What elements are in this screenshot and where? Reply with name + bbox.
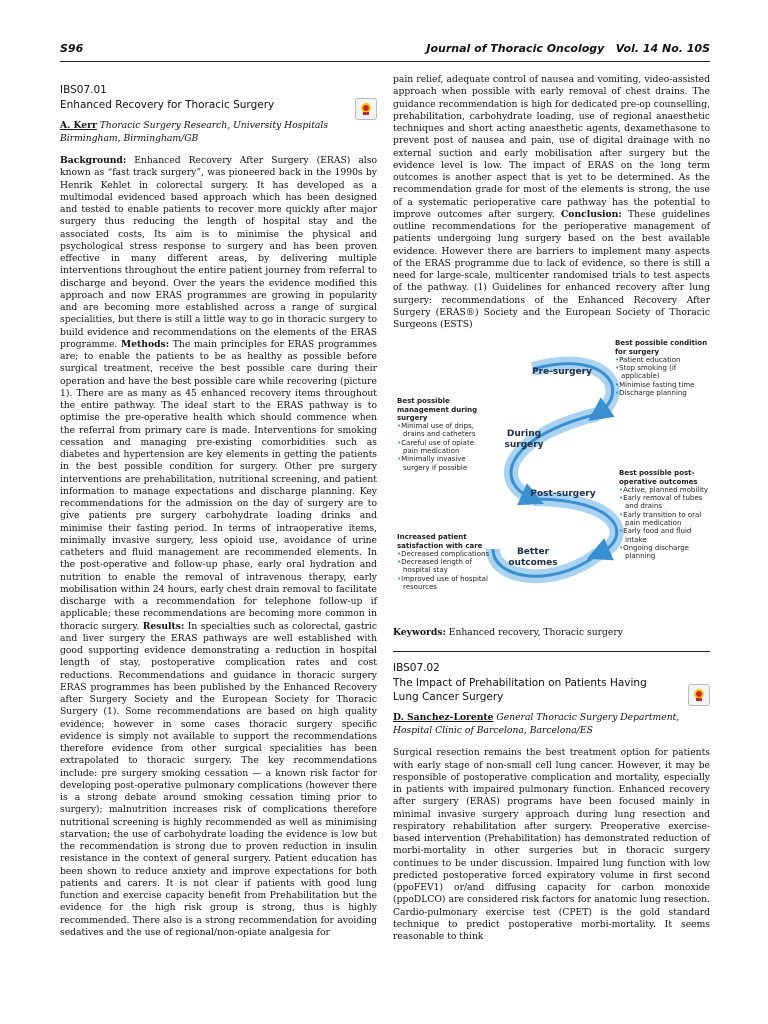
abstract-body-right	[393, 74, 710, 331]
section-text: pain relief, adequate control of nausea and vomiting, video-assisted approach when possible with early removal of chest drains. The guidance recommendation is high for dedicated pre-op counselling, prehabilitation, carbohydrate loading, use of regional anaesthetic techniques and short acting anaesthetic agents, dexamethasone to prevent post of nausea and pain, use of digital drainage with no external suction and early mobilisation after surgery but the evidence level is low. The impact of ERAS on the long term outcomes is another aspect that is yet to be determined. As the recommendation grade for most of the elements is strong, the use of a systematic perioperative care pathway has the potential to improve outcomes after surgery.	[393, 74, 710, 220]
abstract2-id: IBS07.02	[393, 662, 440, 675]
abstract-badge-icon[interactable]	[355, 98, 377, 120]
abstract2-author-affiliation: General Thoracic Surgery Department, Hospital Clinic of Barcelona, Barcelona/ES	[393, 712, 680, 736]
left-column	[60, 74, 377, 939]
stage-pre-surgery: Pre-surgery	[532, 367, 592, 378]
author-line	[60, 120, 377, 145]
outcomes-box: Increased patient satisfaction with care • Decreased complications • Decreased length of hospital stay • Improved use of hospital resources	[397, 533, 492, 591]
section-text: Enhanced Recovery After Surgery (ERAS) also known as “fast track surgery”, was pioneered back in the 1990s by Henrik Kehlet in colorectal surgery. It has developed as a multimodal evidenced based approach which has been designed and tested to enable patients to recover more quickly after major surgery thus reducing the length of hospital stay and the associated costs, Its aim is to minimise the physical and psychological stress response to surgery and has been proven effective in many different areas, by delivering multiple interventions throughout the entire patient journey from referral to discharge and beyond. Over the years the evidence modified this approach and now ERAS programmes are growing in popularity and are becoming more established across a range of surgical specialities, but there is still a little way to go in thoracic surgery to build evidence and recommendations on the elements of the ERAS programme.	[60, 155, 377, 350]
header-rule	[60, 61, 710, 62]
during-surgery-box: Best possible management during surgery • Minimal use of drips, drains and catheters • Careful use of opiate pain medication • Minimally invasive surgery if possible	[397, 397, 487, 472]
abstract-separator	[393, 651, 710, 652]
abstract-body-left	[60, 155, 377, 939]
section-text: These guidelines outline recommendations for the perioperative management of patients undergoing lung surgery based on the best available evidence. However there are barriers to implement many aspects of the ERAS programme due to lack of evidence, so there is still a need for large-scale, multicenter randomised trials to test aspects of the pathway. (1) Guidelines for enhanced recovery after lung surgery: recommendations of the Enhanced Recovery After Surgery (ERAS®) Society and the European Society of Thoracic Surgeons (ESTS)	[393, 208, 710, 330]
section-label: Background:	[60, 155, 127, 166]
post-surgery-box: Best possible post-operative outcomes • Active, planned mobility • Early removal of tubes and drains • Early transition to oral pain medication • Early food and fluid intake • Ongoing discharge planning	[619, 469, 709, 560]
abstract-id: IBS07.01	[60, 84, 107, 96]
abstract2-author-line	[393, 712, 710, 737]
stage-better-outcomes: Better outcomes	[508, 547, 558, 568]
author-affiliation: Thoracic Surgery Research, University Hospitals Birmingham, Birmingham/GB	[60, 120, 329, 144]
abstract2-body: Surgical resection remains the best treatment option for patients with early stage of non-small cell lung cancer. However, it may be responsible of postoperative complication and mortality, especially in patients with impaired pulmonary function. Enhanced recovery after surgery (ERAS) programs have been focused mainly in minimal invasive surgery approach during lung resection and respiratory rehabilitation after surgery. Preoperative exercise-based intervention (Prehabilitation) has demonstrated reduction of morbi-mortality in other surgeries but in thoracic surgery continues to be under discussion. Impaired lung function with low predicted postoperative forced expiratory volume in first second (ppoFEV1) or/and diffusing capacity for carbon monoxide (ppoDLCO) are considered risk factors for anatomic lung resection. Cardio-pulmonary exercise test (CPET) is the gold standard technique to predict postoperative morbi-mortality. It seems reasonable to think	[393, 747, 710, 942]
stage-post-surgery: Post-surgery	[530, 489, 596, 500]
abstract-badge-icon[interactable]	[688, 684, 710, 706]
eras-pathway-figure	[393, 339, 710, 619]
abstract-title: Enhanced Recovery for Thoracic Surgery	[60, 99, 275, 111]
right-column	[393, 74, 710, 943]
journal-header: Journal of Thoracic Oncology Vol. 14 No. 10S	[426, 42, 710, 55]
section-label: Methods:	[121, 338, 170, 350]
abstract2-author-name[interactable]: D. Sanchez-Lorente	[393, 712, 494, 724]
keywords-label: Keywords:	[393, 627, 446, 639]
keywords-text: Enhanced recovery, Thoracic surgery	[445, 627, 623, 639]
author-name[interactable]: A. Kerr	[60, 120, 97, 131]
section-label: Results:	[142, 620, 185, 632]
page-number: S96	[60, 42, 84, 55]
keywords-line	[393, 627, 710, 639]
abstract2-title: The Impact of Prehabilitation on Patients Having Lung Cancer Surgery	[393, 677, 647, 704]
section-text: The main principles for ERAS programmes are; to enable the patients to be as healthy as possible before surgical treatment, receive the best possible care during their operation and have the best possible care while recovering (picture 1). There are as many as 45 enhanced recovery items throughout the entire pathway. The ideal start to the ERAS pathway is to optimise the pre-operative health which should commence when the referral from primary care is made. Interventions for smoking cessation and managing pre-existing comorbidities such as diabetes and hypertension are key elements in getting the patients in the best possible condition for surgery. Other pre surgery interventions are prehabilitation, nutritional screening, and patient information to manage expectations and discharge planning. Key recommendations for the admission on the day of surgery are to give patients pre surgery carbohydrate loading drinks and minimise their fasting period. In terms of intraoperative items, minimally invasive surgery, less opioid use, avoidance of urine catheters and fluid management are recommended elements. In the post-operative and follow-up phase, early oral hydration and nutrition to enable the removal of intravenous therapy, early mobilisation within 24 hours, early chest drain removal to facilitate discharge with a recommendation for telephone follow-up if applicable; these recommendations are becoming more common in thoracic surgery.	[60, 338, 377, 632]
pre-surgery-box: Best possible condition for surgery • Patient education • Stop smoking (if applicable) • Minimise fasting time • Discharge planning	[615, 339, 710, 397]
section-label: Conclusion:	[561, 208, 622, 220]
section-text: In specialties such as colorectal, gastric and liver surgery the ERAS pathways are well established with good supporting evidence demonstrating a reduction in hospital length of stay, postoperative complication rates and cost reductions. Recommendations and guidance in thoracic surgery ERAS programmes has been published by the Enhanced Recovery after Surgery Society and the European Society for Thoracic Surgery (1). Some recommendations are based on high quality evidence; however in some cases thoracic surgery specific evidence is simply not available to support the recommendations therefore evidence from other surgical specialities has been extrapolated to thoracic surgery. The key recommendations include: pre surgery smoking cessation — a known risk factor for developing post-operative pulmonary complications (however there is a strong debate around smoking cessation timing prior to surgery); malnutrition increases risk of complications therefore nutritional screening is highly recommended as well as minimising starvation; the use of carbohydrate loading the evidence is low but the recommendation is strong due to proven reduction in insulin resistance in the context of general surgery. Patient education has been shown to reduce anxiety and improve expectations for both patients and carers. It is not clear if patients with good lung function and exercise capacity benefit from Prehabilitation but the evidence for the high risk group is strong, thus is highly recommended. There also is a strong recommendation for avoiding sedatives and the use of regional/non-opiate analgesia for	[60, 620, 377, 938]
stage-during-surgery: During surgery	[504, 429, 544, 450]
